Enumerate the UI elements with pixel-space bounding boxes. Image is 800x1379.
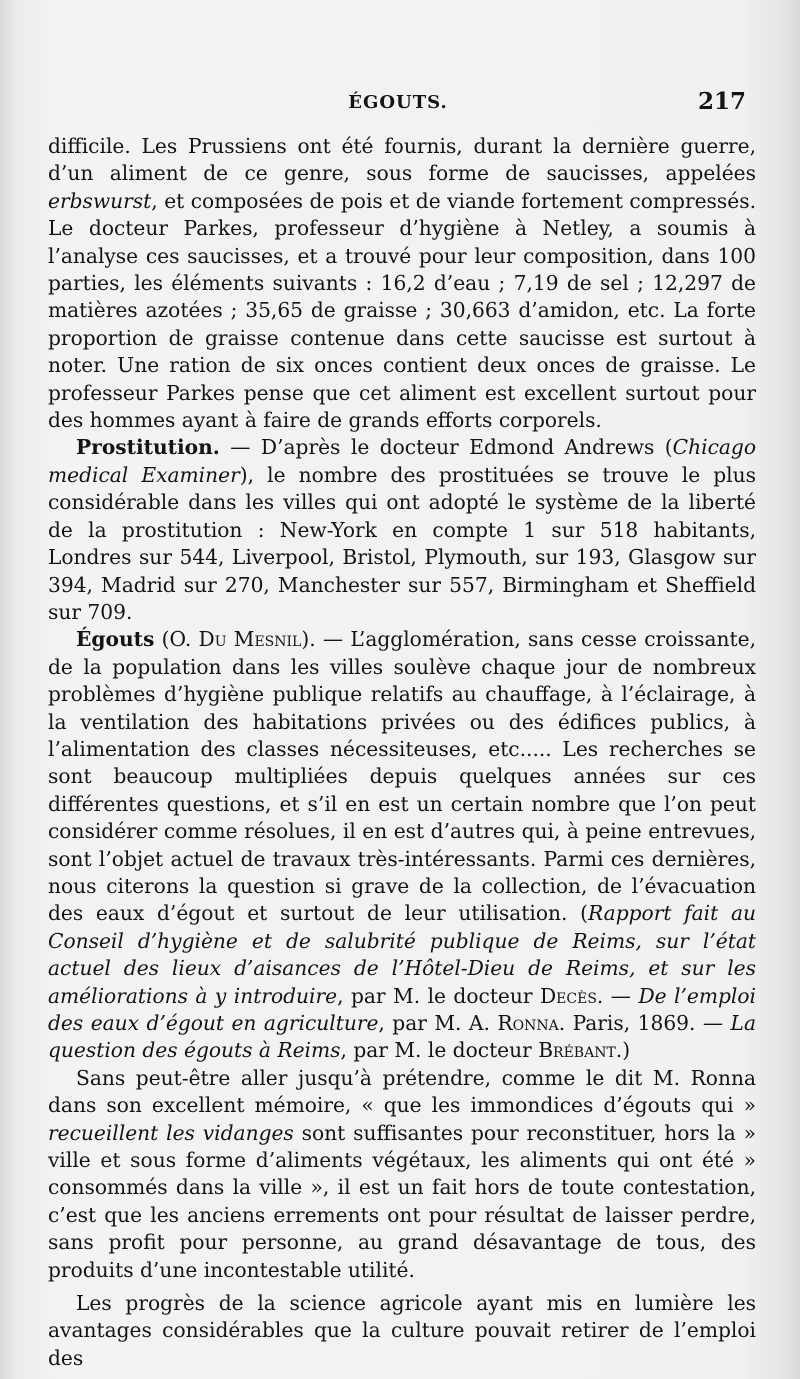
page-header bbox=[48, 88, 748, 122]
paragraph-egouts: Égouts (O. Du Mesnil). — L’agglomération, sans cesse croissante, de la population dans les villes soulève chaque jour de nombreux problèmes d’hygiène publique relatifs au chauffage, à l’éclairage, à la ventilation des habitations privées ou des édifices publics, à l’alimentation des classes nécessiteuses, etc..... Les recherches se sont beaucoup multipliées depuis quelques années sur ces différentes questions, et s’il en est un certain nombre que l’on peut considérer comme résolues, il en est d’autres qui, à peine entrevues, sont l’objet actuel de travaux très-intéressants. Parmi ces dernières, nous citerons la question si grave de la collection, de l’évacuation des eaux d’égout et surtout de leur utilisation. (Rapport fait au Conseil d’hygiène et de salubrité publique de Reims, sur l’état actuel des lieux d’aisances de l’Hôtel-Dieu de Reims, et sur les améliorations à y introduire, par M. le docteur Decès. — De l’emploi des eaux d’égout en agriculture, par M. A. Ronna. Paris, 1869. — La question des égouts à Reims, par M. le docteur Brébant.) bbox=[48, 627, 756, 1063]
reference-rapport: Rapport fait au Conseil d’hygiène et de salubrité publique de Reims, sur l’état actuel des lieux d’aisances de l’Hôtel-Dieu de Reims, et sur les améliorations à y introduire bbox=[48, 901, 756, 1008]
reference-question-egouts: La question des égouts à Reims bbox=[48, 1011, 756, 1063]
section-lead-prostitution: Prostitution. bbox=[76, 435, 220, 460]
source-chicago-examiner: Chicago medical Examiner bbox=[48, 435, 756, 487]
author-deces: Decès bbox=[539, 983, 597, 1008]
paragraph-prostitution: Prostitution. — D’après le docteur Edmond Andrews (Chicago medical Examiner), le nombre des prostituées se trouve le plus considérable dans les villes qui ont adopté le système de la liberté de la prostitution : New-York en compte 1 sur 518 habitants, Londres sur 544, Liverpool, Bristol, Plymouth, sur 193, Glasgow sur 394, Madrid sur 270, Manchester sur 557, Birmingham et Sheffield sur 709. bbox=[48, 435, 757, 624]
author-du-mesnil: Du Mesnil bbox=[198, 627, 302, 652]
paragraph-progres: Les progrès de la science agricole ayant mis en lumière les avantages considérables que la culture pouvait retirer de l’emploi des bbox=[48, 1291, 756, 1370]
paragraph-ronna-quote: Sans peut-être aller jusqu’à prétendre, comme le dit M. Ronna dans son excellent mémoire, « que les immondices d’égouts qui » recueillent les vidanges sont suffisantes pour reconstituer, hors la » ville et sous forme d’aliments végétaux, les aliments qui ont été » consommés dans la ville », il est un fait hors de toute contestation, c’est que les anciens errements ont pour résultat de laisser perdre, sans profit pour personne, au grand désavantage de tous, des produits d’une incontestable utilité. bbox=[48, 1065, 756, 1282]
author-brebant: Brébant bbox=[538, 1038, 616, 1063]
author-ronna: Ronna bbox=[497, 1011, 559, 1035]
quote-italic: recueillent les vidanges bbox=[48, 1120, 294, 1145]
section-lead-egouts: Égouts bbox=[76, 627, 155, 652]
reference-emploi-eaux: De l’emploi des eaux d’égout en agriculture bbox=[48, 983, 756, 1035]
erbswurst-term: erbswurst bbox=[48, 188, 152, 213]
page-number: 217 bbox=[697, 88, 746, 115]
paragraph-erbswurst: difficile. Les Prussiens ont été fournis, durant la dernière guerre, d’un aliment de ce genre, sous forme de saucisses, appelées erbswurst, et composées de pois et de viande fortement compressés. Le docteur Parkes, professeur d’hygiène à Netley, a soumis à l’analyse ces saucisses, et a trouvé pour leur composition, dans 100 parties, les éléments suivants : 16,2 d’eau ; 7,19 de sel ; 12,297 de matières azotées ; 35,65 de graisse ; 30,663 d’amidon, etc. La forte proportion de graisse contenue dans cette saucisse est surtout à noter. Une ration de six onces contient deux onces de graisse. Le professeur Parkes pense que cet aliment est excellent surtout pour des hommes ayant à faire de grands efforts corporels. bbox=[48, 134, 756, 433]
running-title: ÉGOUTS. bbox=[348, 92, 448, 113]
body-text bbox=[48, 133, 756, 1372]
